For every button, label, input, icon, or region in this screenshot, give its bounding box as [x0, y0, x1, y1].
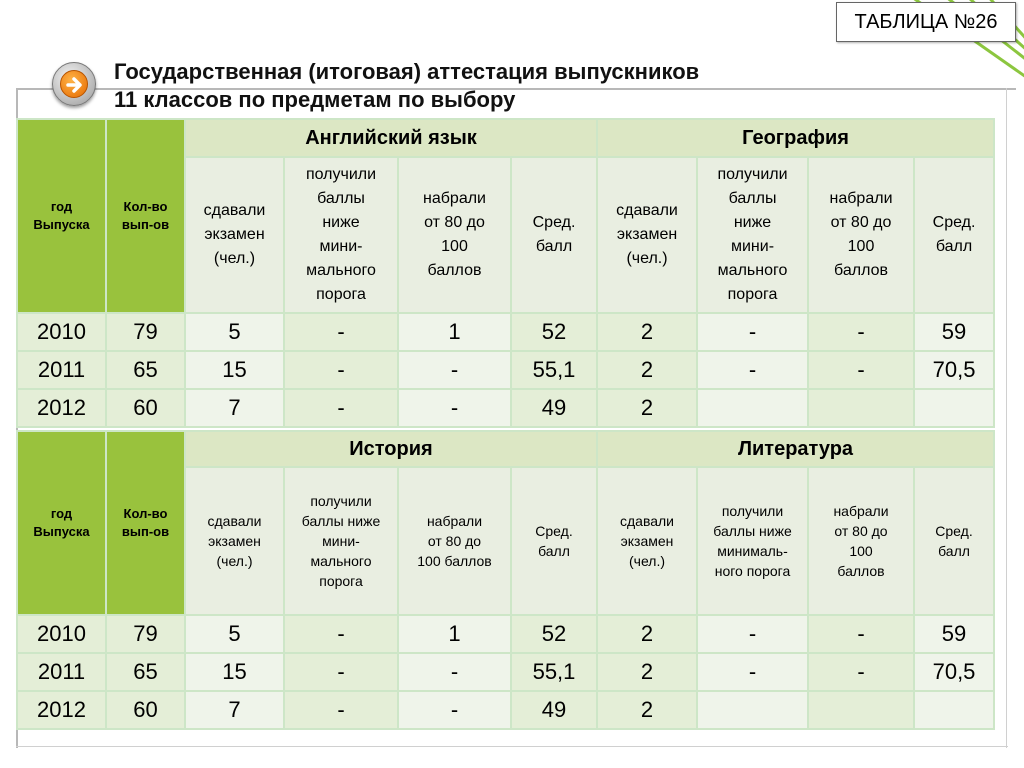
data-cell: 49 [511, 691, 597, 729]
sub-header-cell [511, 467, 597, 615]
sub-header-cell [398, 157, 511, 313]
data-cell: - [284, 653, 398, 691]
sub-header-cell [284, 157, 398, 313]
sub-header-line: Сред. [532, 214, 576, 231]
count-header-line: вып-ов [121, 524, 170, 539]
sub-header-cell [808, 467, 914, 615]
data-cell [914, 691, 994, 729]
data-cell: - [808, 313, 914, 351]
sub-header-line: балл [935, 238, 973, 255]
sub-header-line: ниже [733, 214, 772, 231]
data-cell: 2 [597, 691, 697, 729]
data-cell: 2 [597, 653, 697, 691]
data-cell: - [398, 351, 511, 389]
table-row [17, 691, 994, 729]
sub-header-line: баллы ниже [713, 523, 792, 539]
data-cell: - [284, 389, 398, 427]
data-cell: - [284, 313, 398, 351]
count-header-line: Кол-во [123, 199, 168, 214]
sub-header-line: экзамен [616, 226, 678, 243]
data-cell: - [398, 691, 511, 729]
data-cell: 2012 [17, 389, 106, 427]
sub-header-line: мального [717, 262, 788, 279]
data-cell: 55,1 [511, 653, 597, 691]
sub-header-line: порога [319, 573, 363, 589]
data-cell: 60 [106, 389, 185, 427]
data-cell [697, 389, 808, 427]
data-cell: 15 [185, 351, 284, 389]
data-cell: 55,1 [511, 351, 597, 389]
sub-header-cell [697, 467, 808, 615]
data-cell: - [697, 615, 808, 653]
data-cell: - [398, 389, 511, 427]
data-cell: 52 [511, 313, 597, 351]
sub-header-line: от 80 до [830, 214, 892, 231]
data-cell: 2 [597, 389, 697, 427]
next-arrow-button[interactable] [52, 62, 96, 106]
data-cell: - [697, 653, 808, 691]
sub-header-cell [808, 157, 914, 313]
data-cell: 79 [106, 615, 185, 653]
results-table-history-literature [16, 430, 995, 730]
sub-header-line: ного порога [714, 563, 791, 579]
sub-header-line: (чел.) [629, 553, 665, 569]
data-cell: - [284, 615, 398, 653]
sub-header-line: порога [316, 286, 366, 303]
sub-header-line: мального [310, 553, 372, 569]
year-column-header [17, 431, 106, 615]
data-cell: 2 [597, 313, 697, 351]
sub-header-line: (чел.) [213, 250, 256, 267]
sub-header-line: экзамен [620, 533, 674, 549]
data-cell [914, 389, 994, 427]
year-header-line: Выпуска [33, 524, 90, 539]
sub-header-line: 100 [441, 238, 468, 255]
title-line-2: 11 классов по предметам по выбору [114, 87, 516, 112]
data-cell: 1 [398, 615, 511, 653]
data-cell: 2 [597, 615, 697, 653]
sub-header-line: (чел.) [216, 553, 253, 569]
table-row [17, 351, 994, 389]
sub-header-line: баллов [837, 563, 885, 579]
sub-header-cell [284, 467, 398, 615]
data-cell: - [398, 653, 511, 691]
year-header-line: год [50, 199, 73, 214]
data-cell: 70,5 [914, 351, 994, 389]
data-cell: 70,5 [914, 653, 994, 691]
page-title [114, 58, 699, 114]
sub-header-line: сдавали [616, 202, 678, 219]
data-cell: 5 [185, 615, 284, 653]
table-row [17, 313, 994, 351]
data-cell: 59 [914, 313, 994, 351]
data-cell: - [808, 653, 914, 691]
sub-header-cell [597, 467, 697, 615]
data-cell: 2010 [17, 313, 106, 351]
data-cell: 2 [597, 351, 697, 389]
sub-header-line: получили [717, 166, 788, 183]
sub-header-cell [185, 157, 284, 313]
data-cell: - [697, 351, 808, 389]
data-cell: 7 [185, 389, 284, 427]
sub-header-cell [398, 467, 511, 615]
data-cell [697, 691, 808, 729]
table-number-badge: ТАБЛИЦА №26 [836, 2, 1016, 42]
arrow-right-icon [59, 69, 91, 101]
sub-header-line: 100 [849, 543, 873, 559]
sub-header-line: балл [938, 543, 970, 559]
sub-header-line: балл [538, 543, 570, 559]
sub-header-line: мини- [319, 238, 363, 255]
sub-header-line: баллы ниже [301, 513, 381, 529]
data-cell: - [808, 615, 914, 653]
data-cell: 49 [511, 389, 597, 427]
table-row [17, 389, 994, 427]
sub-header-line: Сред. [935, 523, 973, 539]
sub-header-line: от 80 до [834, 523, 888, 539]
sub-header-line: экзамен [204, 226, 265, 243]
data-cell: 2012 [17, 691, 106, 729]
sub-header-line: баллов [834, 262, 888, 279]
sub-header-line: баллы [728, 190, 777, 207]
data-cell: - [697, 313, 808, 351]
sub-header-line: мини- [322, 533, 360, 549]
sub-header-line: 100 [847, 238, 875, 255]
subject-header-2: Литература [597, 431, 994, 467]
year-header-line: Выпуска [33, 217, 90, 232]
sub-header-line: получили [721, 503, 784, 519]
data-cell: 2011 [17, 351, 106, 389]
sub-header-line: от 80 до [424, 214, 485, 231]
table-row [17, 653, 994, 691]
sub-header-line: набрали [833, 503, 889, 519]
sub-header-cell [597, 157, 697, 313]
sub-header-line: (чел.) [626, 250, 668, 267]
sub-header-line: 100 баллов [417, 553, 492, 569]
sub-header-line: мального [306, 262, 376, 279]
title-line-1: Государственная (итоговая) аттестация выпускников [114, 59, 700, 84]
year-column-header [17, 119, 106, 313]
data-cell: 7 [185, 691, 284, 729]
sub-header-line: сдавали [619, 513, 674, 529]
sub-header-line: порога [727, 286, 778, 303]
data-cell: - [808, 351, 914, 389]
data-cell: - [284, 351, 398, 389]
table-row [17, 615, 994, 653]
data-cell: - [284, 691, 398, 729]
frame-right-line [1006, 88, 1007, 748]
sub-header-line: получили [310, 493, 372, 509]
count-header-line: вып-ов [121, 217, 170, 232]
data-cell: 59 [914, 615, 994, 653]
sub-header-line: экзамен [208, 533, 261, 549]
sub-header-line: мини- [730, 238, 775, 255]
count-header-line: Кол-во [123, 506, 168, 521]
sub-header-line: Сред. [932, 214, 976, 231]
year-header-line: год [50, 506, 73, 521]
sub-header-cell [697, 157, 808, 313]
sub-header-line: набрали [423, 190, 486, 207]
sub-header-line: набрали [829, 190, 893, 207]
sub-header-line: баллы [317, 190, 365, 207]
sub-header-line: балл [535, 238, 573, 255]
sub-header-cell [511, 157, 597, 313]
sub-header-line: сдавали [203, 202, 266, 219]
sub-header-line: минималь- [717, 543, 788, 559]
results-table-english-geography [16, 118, 995, 428]
sub-header-line: ниже [322, 214, 360, 231]
sub-header-cell [914, 467, 994, 615]
graduates-count-column-header [106, 431, 185, 615]
data-cell: 5 [185, 313, 284, 351]
data-cell [808, 691, 914, 729]
sub-header-line: от 80 до [427, 533, 482, 549]
data-cell: 2010 [17, 615, 106, 653]
sub-header-cell [185, 467, 284, 615]
sub-header-line: Сред. [535, 523, 573, 539]
frame-bottom-line [16, 746, 1008, 747]
data-cell [808, 389, 914, 427]
sub-header-line: набрали [426, 513, 483, 529]
sub-header-line: получили [305, 166, 377, 183]
graduates-count-column-header [106, 119, 185, 313]
data-cell: 2011 [17, 653, 106, 691]
sub-header-line: сдавали [207, 513, 262, 529]
subject-header-2: География [597, 119, 994, 157]
data-cell: 65 [106, 653, 185, 691]
data-cell: 1 [398, 313, 511, 351]
data-cell: 60 [106, 691, 185, 729]
data-cell: 52 [511, 615, 597, 653]
sub-header-line: баллов [427, 262, 482, 279]
subject-header-1: История [185, 431, 597, 467]
data-cell: 79 [106, 313, 185, 351]
data-cell: 15 [185, 653, 284, 691]
subject-header-1: Английский язык [185, 119, 597, 157]
data-cell: 65 [106, 351, 185, 389]
sub-header-cell [914, 157, 994, 313]
